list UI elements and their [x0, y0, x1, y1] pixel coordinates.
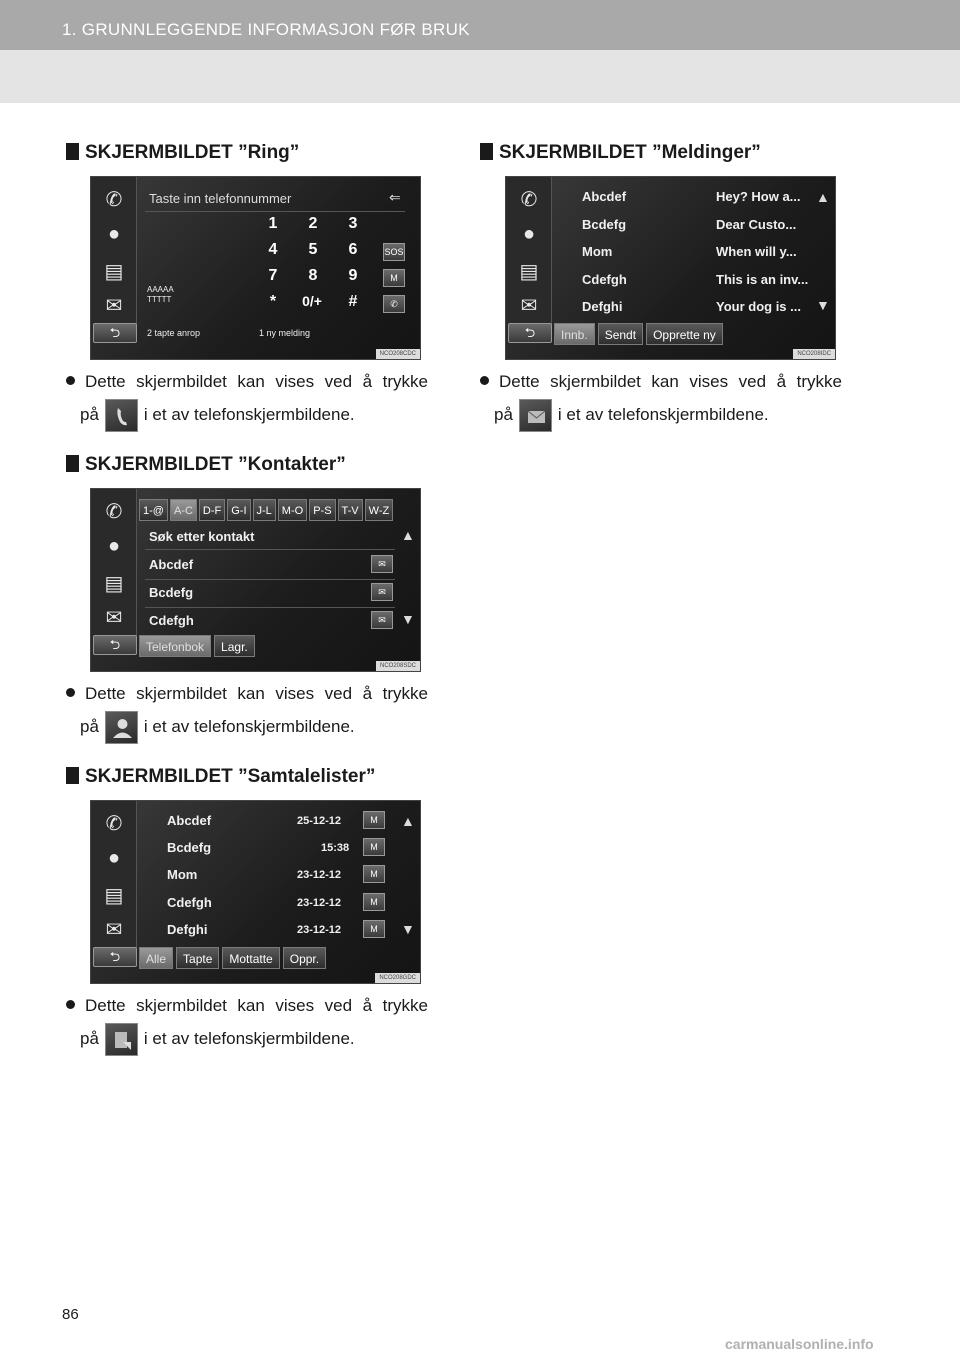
bullet-meldinger: Dette skjermbildet kan vises ved å trykke på i et av telefonskjermbildene.: [480, 365, 842, 432]
bottom-tabs: Telefonbok Lagr.: [139, 635, 255, 657]
image-code: NCO208IDC: [793, 349, 835, 359]
message-row-preview: This is an inv...: [716, 272, 809, 287]
mail-icon: M: [363, 920, 385, 938]
contact-row: Cdefgh: [149, 613, 194, 628]
scroll-down-icon: ▼: [816, 297, 830, 313]
phone-icon: ✆: [105, 189, 123, 211]
call-history-icon: ▤: [104, 885, 124, 907]
key: #: [348, 293, 358, 310]
screenshot-meldinger: [505, 176, 836, 360]
message-row-name: Bcdefg: [582, 217, 627, 232]
number-input: Taste inn telefonnummer: [149, 191, 292, 206]
message-icon: ✉: [371, 583, 393, 601]
call-row-name: Defghi: [167, 922, 208, 937]
mail-icon: M: [363, 893, 385, 911]
mail-icon: M: [363, 811, 385, 829]
message-row-preview: Your dog is ...: [716, 299, 801, 314]
bullet-dot: [66, 376, 75, 385]
message-icon: ✉: [520, 295, 538, 317]
image-code: NCO208GDC: [375, 973, 420, 983]
bottom-tabs: Alle Tapte Mottatte Oppr.: [139, 947, 326, 969]
call-row-name: Bcdefg: [167, 840, 212, 855]
bullet-dot: [480, 376, 489, 385]
phone-icon: ✆: [105, 813, 123, 835]
screenshot-kontakter: [90, 488, 421, 672]
contact-icon: ●: [107, 847, 121, 869]
back-button: ⮌: [508, 323, 552, 343]
message-row-preview: When will y...: [716, 244, 797, 259]
key: 4: [268, 241, 278, 258]
phone-icon: ✆: [520, 189, 538, 211]
message-row-preview: Dear Custo...: [716, 217, 797, 232]
key: 5: [308, 241, 318, 258]
key: 3: [348, 215, 358, 232]
message-icon: ✉: [105, 919, 123, 941]
call-icon: ✆: [383, 295, 405, 313]
key: 8: [308, 267, 318, 284]
call-history-icon: ▤: [104, 261, 124, 283]
bullet-ring: Dette skjermbildet kan vises ved å trykke på i et av telefonskjermbildene.: [66, 365, 428, 432]
call-row-time: 25-12-12: [297, 815, 342, 827]
key: 6: [348, 241, 358, 258]
call-row-time: 23-12-12: [297, 924, 342, 936]
message-icon: ✉: [105, 295, 123, 317]
scroll-up-icon: ▲: [816, 189, 830, 205]
recent-name: AAAAA: [147, 285, 174, 294]
key: 0/+: [302, 293, 322, 309]
message-row-preview: Hey? How a...: [716, 189, 801, 204]
call-history-icon: ▤: [519, 261, 539, 283]
message-row-name: Defghi: [582, 299, 623, 314]
header-band: [0, 50, 960, 103]
side-menu: [91, 801, 137, 961]
key: 7: [268, 267, 278, 284]
watermark: carmanualsonline.info: [725, 1336, 874, 1352]
search-contact: Søk etter kontakt: [149, 529, 255, 544]
contact-row: Abcdef: [149, 557, 194, 572]
backspace-icon: ⇐: [389, 189, 401, 205]
side-menu: [91, 489, 137, 649]
back-button: ⮌: [93, 947, 137, 967]
bullet-samtalelister: Dette skjermbildet kan vises ved å trykke på i et av telefonskjermbildene.: [66, 989, 428, 1056]
contact-row: Bcdefg: [149, 585, 194, 600]
message-icon: ✉: [371, 555, 393, 573]
message-row-name: Cdefgh: [582, 272, 627, 287]
scroll-down-icon: ▼: [401, 921, 415, 937]
contact-icon: ●: [107, 535, 121, 557]
key: 2: [308, 215, 318, 232]
scroll-up-icon: ▲: [401, 813, 415, 829]
section-title-ring: SKJERMBILDET ”Ring”: [66, 142, 299, 164]
new-messages: 1 ny melding: [259, 328, 311, 338]
call-history-icon: ▤: [104, 573, 124, 595]
bullet-dot: [66, 688, 75, 697]
recent-name: TTTTT: [147, 295, 172, 304]
message-icon: ✉: [371, 611, 393, 629]
call-row-name: Mom: [167, 867, 198, 882]
back-button: ⮌: [93, 635, 137, 655]
side-menu: [91, 177, 137, 337]
key: 9: [348, 267, 358, 284]
contact-icon: ●: [107, 223, 121, 245]
phone-icon: ✆: [105, 501, 123, 523]
call-row-name: Cdefgh: [167, 895, 212, 910]
message-icon: ✉: [105, 607, 123, 629]
screenshot-ring: [90, 176, 421, 360]
image-code: NCO208CDC: [376, 349, 420, 359]
call-row-time: 23-12-12: [297, 869, 342, 881]
bottom-tabs: Innb. Sendt Opprette ny: [554, 323, 723, 345]
image-code: NCO208SDC: [376, 661, 420, 671]
page-number: 86: [62, 1306, 79, 1323]
call-row-name: Abcdef: [167, 813, 212, 828]
mail-icon: M: [363, 838, 385, 856]
back-button: ⮌: [93, 323, 137, 343]
contact-button-icon: [105, 711, 138, 744]
mail-icon: M: [363, 865, 385, 883]
side-menu: [506, 177, 552, 337]
phone-button-icon: [105, 399, 138, 432]
alphabet-tabs: 1-@ A-C D-F G-I J-L M-O P-S T-V W-Z: [139, 499, 393, 521]
key: 1: [268, 215, 278, 232]
square-icon: [66, 143, 79, 160]
scroll-down-icon: ▼: [401, 611, 415, 627]
call-row-time: 15:38: [321, 842, 350, 854]
missed-calls: 2 tapte anrop: [147, 328, 201, 338]
square-icon: [480, 143, 493, 160]
message-button-icon: [519, 399, 552, 432]
contact-icon: ●: [522, 223, 536, 245]
section-title-meldinger: SKJERMBILDET ”Meldinger”: [480, 142, 761, 164]
screenshot-samtalelister: [90, 800, 421, 984]
key: *: [269, 293, 277, 310]
chapter-title: 1. GRUNNLEGGENDE INFORMASJON FØR BRUK: [62, 20, 470, 39]
square-icon: [66, 767, 79, 784]
section-title-samtalelister: SKJERMBILDET ”Samtalelister”: [66, 766, 375, 788]
message-row-name: Mom: [582, 244, 613, 259]
square-icon: [66, 455, 79, 472]
message-row-name: Abcdef: [582, 189, 627, 204]
sos-button: SOS: [383, 243, 405, 261]
scroll-up-icon: ▲: [401, 527, 415, 543]
call-row-time: 23-12-12: [297, 897, 342, 909]
section-title-kontakter: SKJERMBILDET ”Kontakter”: [66, 454, 346, 476]
mail-icon: M: [383, 269, 405, 287]
bullet-kontakter: Dette skjermbildet kan vises ved å trykke på i et av telefonskjermbildene.: [66, 677, 428, 744]
bullet-dot: [66, 1000, 75, 1009]
call-history-button-icon: [105, 1023, 138, 1056]
